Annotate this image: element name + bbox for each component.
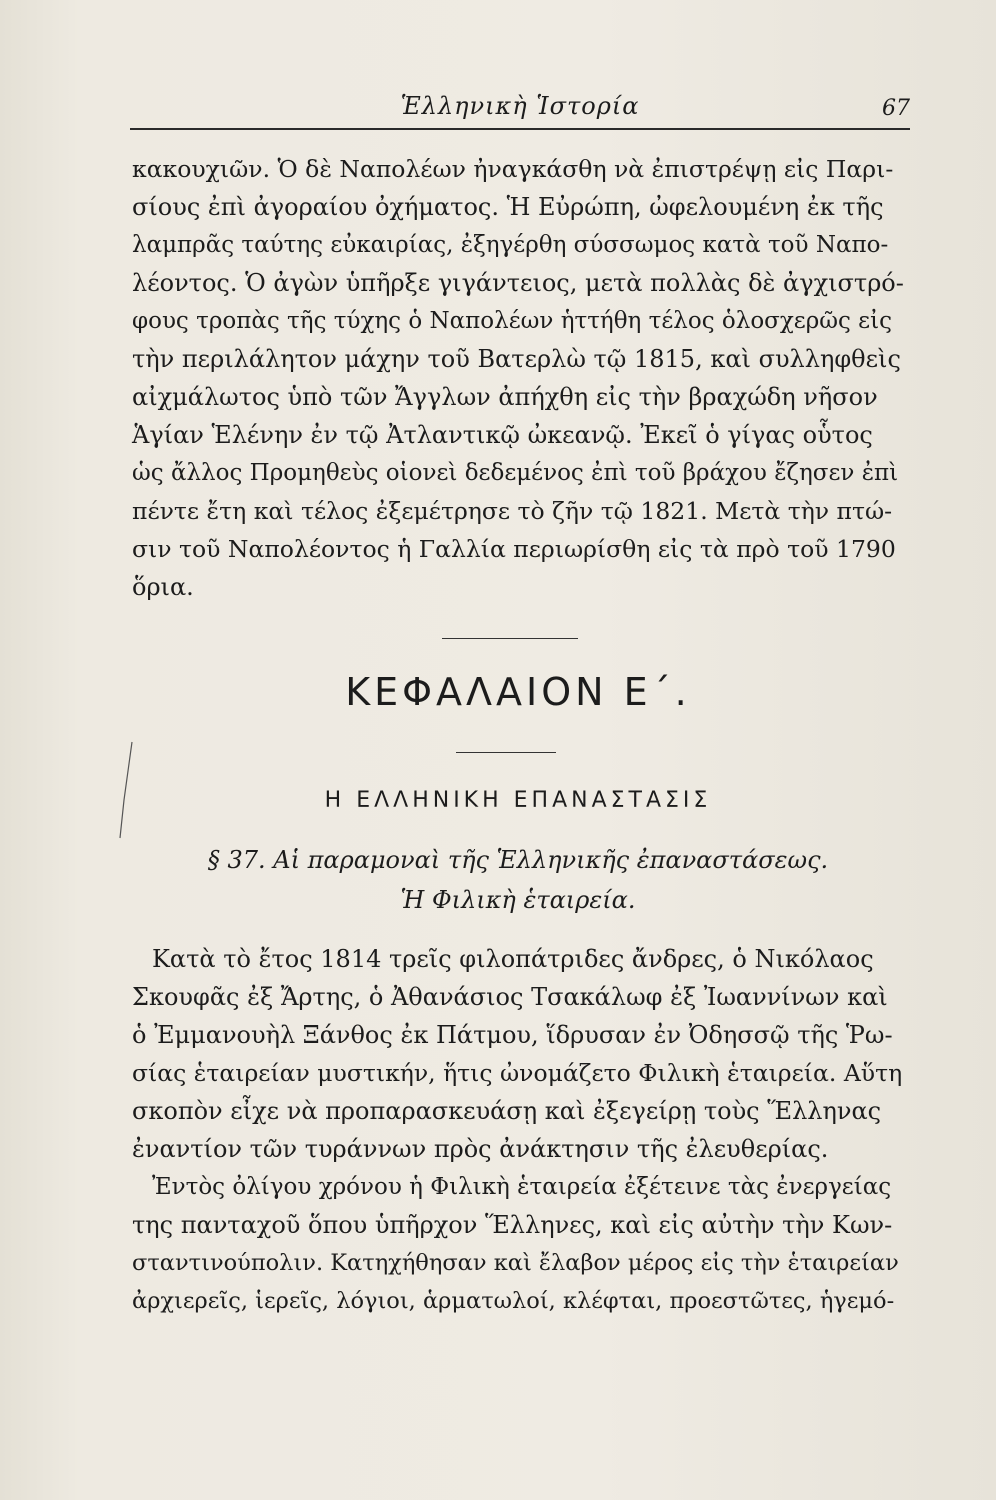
running-head-title: Ἑλληνικὴ Ἱστορία: [400, 92, 640, 120]
section-heading: [132, 840, 904, 920]
text-line: Ἁγίαν Ἑλένην ἐν τῷ Ἀτλαντικῷ ὠκεανῷ. Ἐκεῖ ὁ γίγας οὗτος: [132, 421, 873, 449]
running-head: [130, 92, 910, 130]
text-line: ἀρχιερεῖς, ἱερεῖς, λόγιοι, ἁρματωλοί, κλέφται, προεστῶτες, ἡγεμό-: [132, 1288, 895, 1314]
text-line: ὅρια.: [132, 573, 194, 601]
text-line: ὁ Ἐμμανουὴλ Ξάνθος ἐκ Πάτμου, ἵδρυσαν ἐν Ὀδησσῷ τῆς Ῥω-: [132, 1021, 893, 1049]
page-number: 67: [882, 96, 910, 121]
text-line: αἰχμάλωτος ὑπὸ τῶν Ἄγγλων ἀπήχθη εἰς τὴν βραχώδη νῆσον: [132, 383, 878, 411]
divider-rule: [456, 752, 556, 753]
text-line: Ἐντὸς ὀλίγου χρόνου ἡ Φιλικὴ ἑταιρεία ἐξέτεινε τὰς ἐνεργείας: [152, 1174, 892, 1200]
text-line: σίους ἐπὶ ἀγοραίου ὀχήματος. Ἡ Εὐρώπη, ὠφελουμένη ἐκ τῆς: [132, 193, 884, 221]
text-line: σκοπὸν εἶχε νὰ προπαρασκευάσῃ καὶ ἐξεγείρῃ τοὺς Ἕλληνας: [132, 1097, 882, 1125]
text-line: σιν τοῦ Ναπολέοντος ἡ Γαλλία περιωρίσθη εἰς τὰ πρὸ τοῦ 1790: [132, 535, 896, 563]
text-line: Σκουφᾶς ἐξ Ἄρτης, ὁ Ἀθανάσιος Τσακάλωφ ἐξ Ἰωαννίνων καὶ: [132, 983, 888, 1011]
text-line: φους τροπὰς τῆς τύχης ὁ Ναπολέων ἡττήθη τέλος ὁλοσχερῶς εἰς: [132, 308, 892, 334]
top-paragraph: [132, 150, 904, 606]
divider-rule: [442, 638, 578, 639]
text-line: σταντινούπολιν. Κατηχήθησαν καὶ ἔλαβον μέρος εἰς τὴν ἑταιρείαν: [132, 1250, 899, 1276]
text-line: της πανταχοῦ ὅπου ὑπῆρχον Ἕλληνες, καὶ εἰς αὐτὴν τὴν Κων-: [132, 1211, 893, 1239]
text-line: ἐναντίον τῶν τυράννων πρὸς ἀνάκτησιν τῆς ἐλευθερίας.: [132, 1135, 829, 1163]
text-line: κακουχιῶν. Ὁ δὲ Ναπολέων ἠναγκάσθη νὰ ἐπιστρέψῃ εἰς Παρι-: [132, 155, 894, 183]
text-line: λαμπρᾶς ταύτης εὐκαιρίας, ἐξηγέρθη σύσσωμος κατὰ τοῦ Ναπο-: [132, 232, 889, 258]
body-paragraph-1: [132, 940, 904, 1168]
section-heading-line: § 37. Αἱ παραμοναὶ τῆς Ἑλληνικῆς ἐπαναστάσεως.: [207, 846, 829, 874]
text-line: τὴν περιλάλητον μάχην τοῦ Βατερλὼ τῷ 1815, καὶ συλληφθεὶς: [132, 345, 901, 373]
text-line: Κατὰ τὸ ἔτος 1814 τρεῖς φιλοπάτριδες ἄνδρες, ὁ Νικόλαος: [152, 945, 874, 973]
text-line: λέοντος. Ὁ ἀγὼν ὑπῆρξε γιγάντειος, μετὰ πολλὰς δὲ ἀγχιστρό-: [132, 269, 904, 297]
section-heading-line: Ἡ Φιλικὴ ἑταιρεία.: [400, 886, 636, 914]
text-line: σίας ἑταιρείαν μυστικήν, ἥτις ὠνομάζετο Φιλικὴ ἑταιρεία. Αὕτη: [132, 1059, 903, 1087]
body-paragraph-2: [132, 1168, 904, 1320]
text-line: πέντε ἔτη καὶ τέλος ἐξεμέτρησε τὸ ζῆν τῷ 1821. Μετὰ τὴν πτώ-: [132, 497, 893, 525]
text-line: ὡς ἄλλος Προμηθεὺς οἱονεὶ δεδεμένος ἐπὶ τοῦ βράχου ἔζησεν ἐπὶ: [132, 460, 899, 486]
chapter-subtitle: Η ΕΛΛΗΝΙΚΗ ΕΠΑΝΑΣΤΑΣΙΣ: [324, 788, 712, 813]
chapter-title: ΚΕΦΑΛΑΙΟΝ Ε΄.: [345, 670, 691, 714]
